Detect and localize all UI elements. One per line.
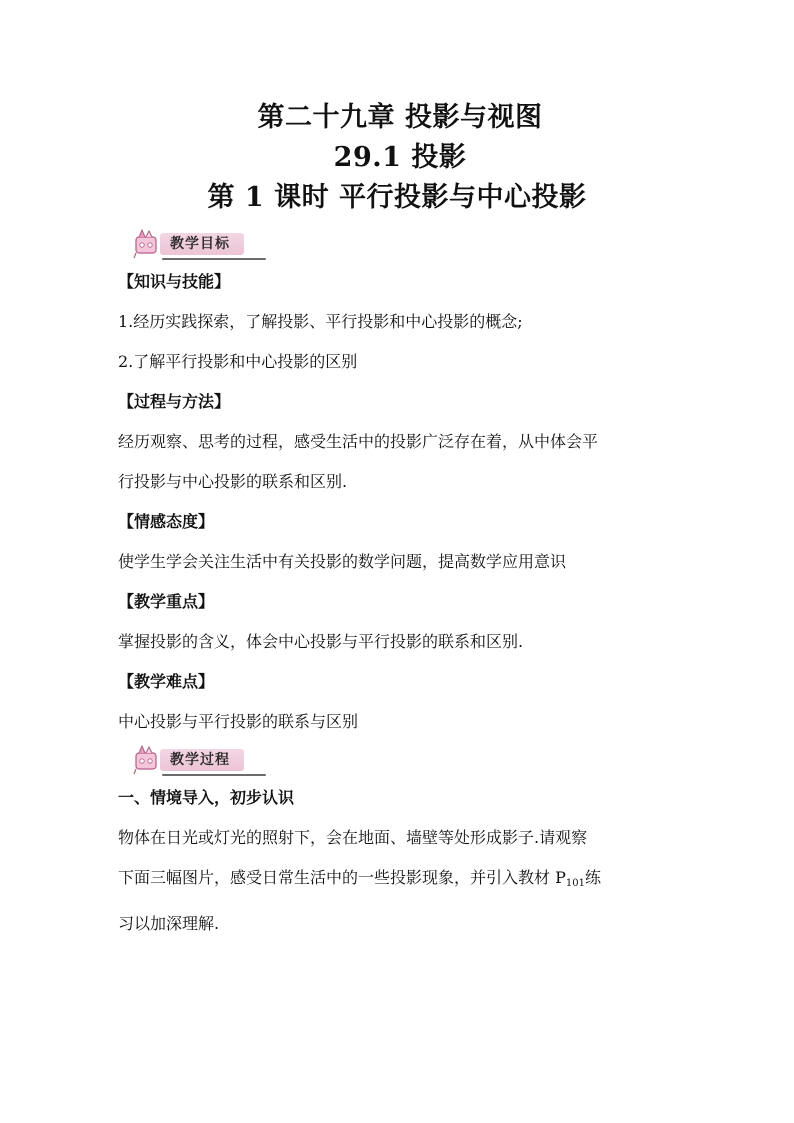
teaching-process-banner (132, 742, 698, 778)
intro-line-2 (118, 858, 698, 904)
document-body (118, 226, 698, 944)
lesson-title: 第 1 课时 平行投影与中心投影 (207, 182, 587, 213)
intro-line-2-text: 下面三幅图片，感受日常生活中的一些投影现象，并引入教材 P (118, 868, 566, 887)
teaching-goals-banner (132, 226, 698, 262)
banner-underline (162, 774, 266, 776)
emotion-heading: 【情感态度】 (118, 512, 215, 531)
emotion-text: 使学生学会关注生活中有关投影的数学问题，提高数学应用意识 (118, 552, 567, 571)
teaching-process-label: 教学过程 (160, 749, 244, 771)
document-title (0, 98, 794, 218)
knowledge-heading: 【知识与技能】 (118, 272, 231, 291)
difficult-points-heading: 【教学难点】 (118, 672, 215, 691)
intro-line-2-end: 练 (584, 868, 601, 887)
page-reference-subscript: 101 (565, 878, 585, 889)
process-text-line-1: 经历观察、思考的过程，感受生活中的投影广泛存在着，从中体会平 (118, 432, 599, 451)
difficult-points-text: 中心投影与平行投影的联系与区别 (118, 712, 359, 731)
banner-underline (162, 258, 266, 260)
chapter-title: 第二十九章 投影与视图 (257, 102, 543, 133)
section-title: 29.1 投影 (333, 142, 467, 173)
knowledge-item-1: 1.经历实践探索，了解投影、平行投影和中心投影的概念; (118, 312, 523, 331)
teaching-goals-label: 教学目标 (160, 233, 244, 255)
process-text-line-2: 行投影与中心投影的联系和区别. (118, 472, 348, 491)
knowledge-item-2: 2.了解平行投影和中心投影的区别 (118, 352, 358, 371)
intro-line-3: 习以加深理解. (118, 914, 220, 933)
intro-heading: 一、情境导入，初步认识 (118, 788, 295, 807)
key-points-text: 掌握投影的含义，体会中心投影与平行投影的联系和区别. (118, 632, 524, 651)
intro-line-1: 物体在日光或灯光的照射下，会在地面、墙壁等处形成影子.请观察 (118, 828, 588, 847)
key-points-heading: 【教学重点】 (118, 592, 215, 611)
process-heading: 【过程与方法】 (118, 392, 231, 411)
